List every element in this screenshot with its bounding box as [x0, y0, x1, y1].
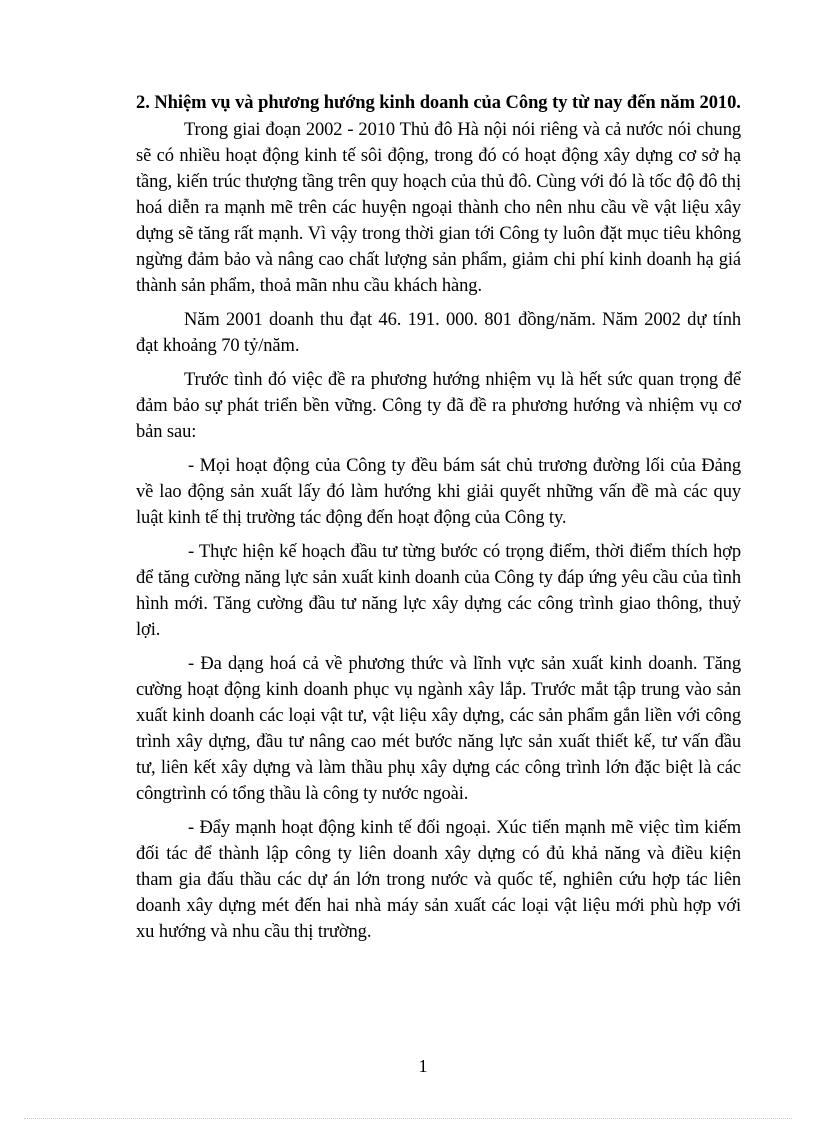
bullet-item-party-policy: - Mọi hoạt động của Công ty đều bám sát chủ trương đường lối của Đảng về lao động sản xuất lấy đó làm hướng khi giải quyết những vấn đề mà các quy luật kinh tế thị trường tác động đến hoạt động của Công ty. [136, 456, 741, 528]
bullet-item-investment-plan: - Thực hiện kế hoạch đầu tư từng bước có trọng điểm, thời điểm thích hợp để tăng cường năng lực sản xuất kinh doanh của Công ty đáp ứng yêu cầu của tình hình mới. Tăng cường đầu tư năng lực xây dựng các công trình giao thông, thuỷ lợi. [136, 542, 741, 640]
document-body [136, 92, 741, 953]
bullet-item-diversification: - Đa dạng hoá cả về phương thức và lĩnh vực sản xuất kinh doanh. Tăng cường hoạt động kinh doanh phục vụ ngành xây lắp. Trước mắt tập trung vào sản xuất kinh doanh các loại vật tư, vật liệu xây dựng, các sản phẩm gắn liền với công trình xây dựng, đầu tư nâng cao mét bước năng lực sản xuất thiết kế, tư vấn đầu tư, liên kết xây dựng và làm thầu phụ xây dựng các công trình lớn đặc biệt là các côngtrình có tổng thầu là công ty nước ngoài. [136, 654, 741, 804]
section-heading: 2. Nhiệm vụ và phương hướng kinh doanh của Công ty từ nay đến năm 2010. [136, 93, 741, 113]
paragraph-overview: Trong giai đoạn 2002 - 2010 Thủ đô Hà nội nói riêng và cả nước nói chung sẽ có nhiều hoạt động kinh tế sôi động, trong đó có hoạt động xây dựng cơ sở hạ tầng, kiến trúc thượng tầng trên quy hoạch của thủ đô. Cùng với đó là tốc độ đô thị hoá diễn ra mạnh mẽ trên các huyện ngoại thành cho nên nhu cầu về vật liệu xây dựng sẽ tăng rất mạnh. Vì vậy trong thời gian tới Công ty luôn đặt mục tiêu không ngừng đảm bảo và nâng cao chất lượng sản phẩm, giảm chi phí kinh doanh hạ giá thành sản phẩm, thoả mãn nhu cầu khách hàng. [136, 120, 741, 296]
paragraph-revenue: Năm 2001 doanh thu đạt 46. 191. 000. 801 đồng/năm. Năm 2002 dự tính đạt khoảng 70 tỷ/năm. [136, 310, 741, 356]
page-number: 1 [418, 1056, 428, 1076]
bullet-item-foreign-relations: - Đẩy mạnh hoạt động kinh tế đối ngoại. Xúc tiến mạnh mẽ việc tìm kiếm đối tác để thành lập công ty liên doanh xây dựng có đủ khả năng và điều kiện tham gia đấu thầu các dự án lớn trong nước và quốc tế, nghiên cứu hợp tác liên doanh xây dựng mét đến hai nhà máy sản xuất các loại vật liệu mới phù hợp với xu hướng và nhu cầu thị trường. [136, 818, 741, 942]
paragraph-direction: Trước tình đó việc đề ra phương hướng nhiệm vụ là hết sức quan trọng để đảm bảo sự phát triển bền vững. Công ty đã đề ra phương hướng và nhiệm vụ cơ bản sau: [136, 370, 741, 442]
page-bottom-divider [24, 1118, 792, 1119]
